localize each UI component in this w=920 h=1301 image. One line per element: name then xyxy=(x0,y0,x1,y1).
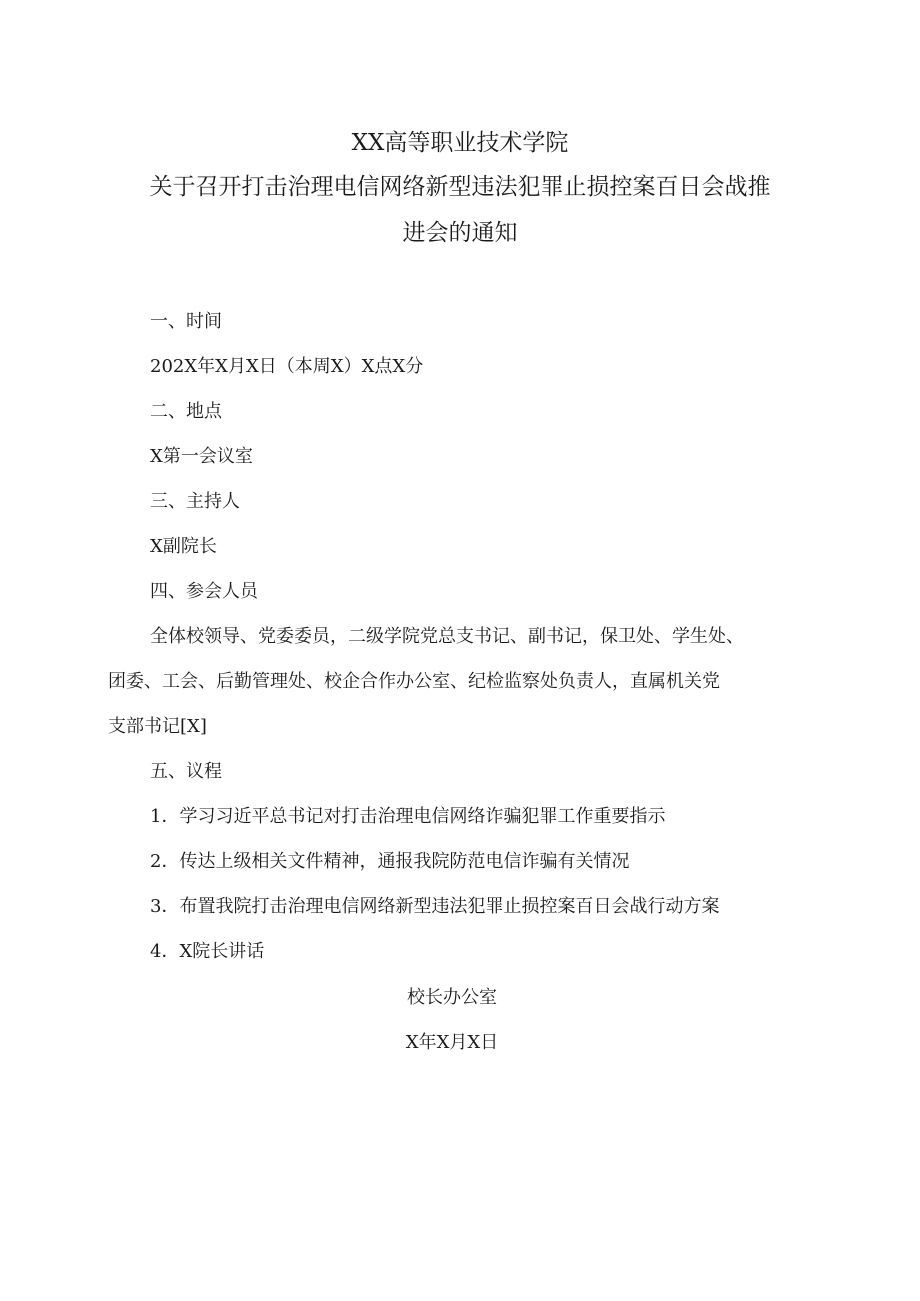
place-heading: 二、地点 xyxy=(150,401,222,422)
issuer: 校长办公室 xyxy=(407,987,497,1008)
place-value: X第一会议室 xyxy=(150,446,253,467)
issue-date: X年X月X日 xyxy=(405,1032,499,1053)
agenda-item-3: 3．布置我院打击治理电信网络新型违法犯罪止损控案百日会战行动方案 xyxy=(150,896,720,917)
attendees-line-2: 团委、工会、后勤管理处、校企合作办公室、纪检监察处负责人，直属机关党 xyxy=(108,671,720,692)
attendees-heading: 四、参会人员 xyxy=(150,581,258,602)
agenda-item-2: 2．传达上级相关文件精神，通报我院防范电信诈骗有关情况 xyxy=(150,851,630,872)
agenda-item-1: 1．学习习近平总书记对打击治理电信网络诈骗犯罪工作重要指示 xyxy=(150,806,666,827)
notice-title-line1: 关于召开打击治理电信网络新型违法犯罪止损控案百日会战推 xyxy=(149,174,771,200)
attendees-line-3: 支部书记[X] xyxy=(108,716,207,737)
agenda-item-4: 4．X院长讲话 xyxy=(150,941,265,962)
host-heading: 三、主持人 xyxy=(150,491,240,512)
agenda-heading: 五、议程 xyxy=(150,761,222,782)
time-value: 202X年X月X日（本周X）X点X分 xyxy=(150,356,424,377)
school-name: XX高等职业技术学院 xyxy=(351,130,569,156)
time-heading: 一、时间 xyxy=(150,311,222,332)
host-value: X副院长 xyxy=(150,536,217,557)
notice-title-line2: 进会的通知 xyxy=(402,220,518,246)
attendees-line-1: 全体校领导、党委委员，二级学院党总支书记、副书记，保卫处、学生处、 xyxy=(150,626,744,647)
